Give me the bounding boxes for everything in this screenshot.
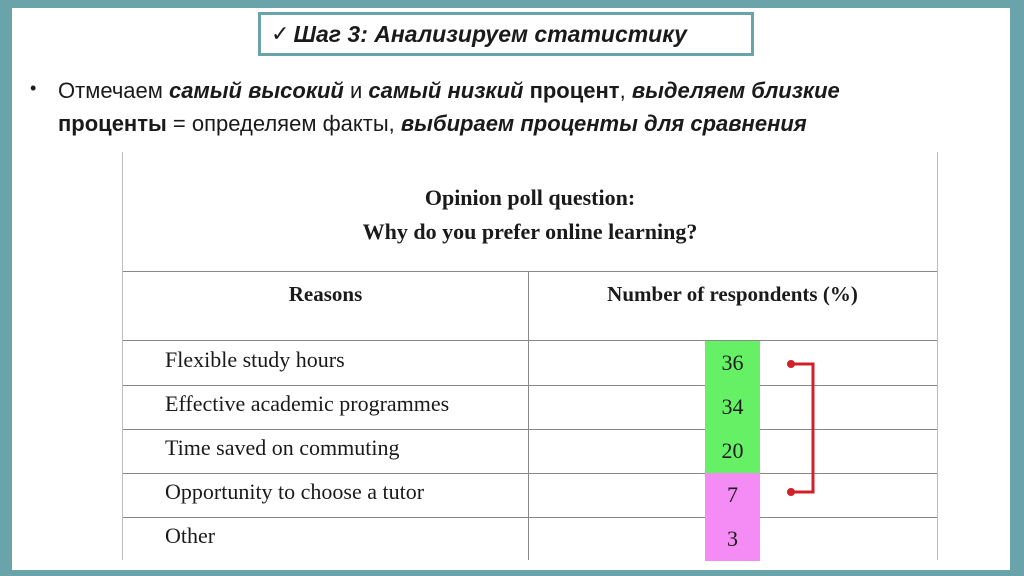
poll-table xyxy=(122,152,938,560)
bullet-part: выделяем близкие xyxy=(631,78,840,103)
value-cell: 34 xyxy=(705,385,760,429)
bullet-text xyxy=(58,74,1008,140)
bullet-part: , xyxy=(619,78,632,103)
comparison-bracket-icon xyxy=(123,152,937,560)
reason-cell: Effective academic programmes xyxy=(165,391,450,416)
reason-cell: Other xyxy=(165,523,216,548)
poll-question-line1: Opinion poll question: xyxy=(424,184,636,210)
reason-cell: Flexible study hours xyxy=(165,347,345,372)
bullet-part: выбираем проценты для сравнения xyxy=(400,111,807,136)
poll-question-line2: Why do you prefer online learning? xyxy=(362,218,698,244)
reason-cell: Time saved on commuting xyxy=(165,435,400,460)
bullet-part: самый низкий xyxy=(368,78,524,103)
value-cell: 7 xyxy=(705,473,760,517)
bullet-icon: • xyxy=(30,78,37,98)
check-icon: ✓ xyxy=(271,21,290,46)
title-text: Шаг 3: Анализируем статистику xyxy=(293,20,687,47)
bullet-part: процент xyxy=(523,78,620,103)
bullet-part: = определяем факты, xyxy=(166,111,401,136)
value-cell: 20 xyxy=(705,429,760,473)
bullet-part: ы xyxy=(148,111,167,136)
value-cell: 36 xyxy=(705,341,760,385)
reason-cell: Opportunity to choose a tutor xyxy=(165,479,425,504)
slide-title xyxy=(258,12,754,56)
bullet-part: процент xyxy=(58,111,148,136)
bullet-part: Отмечаем xyxy=(58,78,169,103)
column-header-number: Number of respondents (%) xyxy=(607,282,858,306)
value-cell: 3 xyxy=(705,517,760,561)
column-header-reasons: Reasons xyxy=(288,282,363,306)
bullet-part: и xyxy=(343,78,369,103)
bullet-part: самый высокий xyxy=(169,78,344,103)
